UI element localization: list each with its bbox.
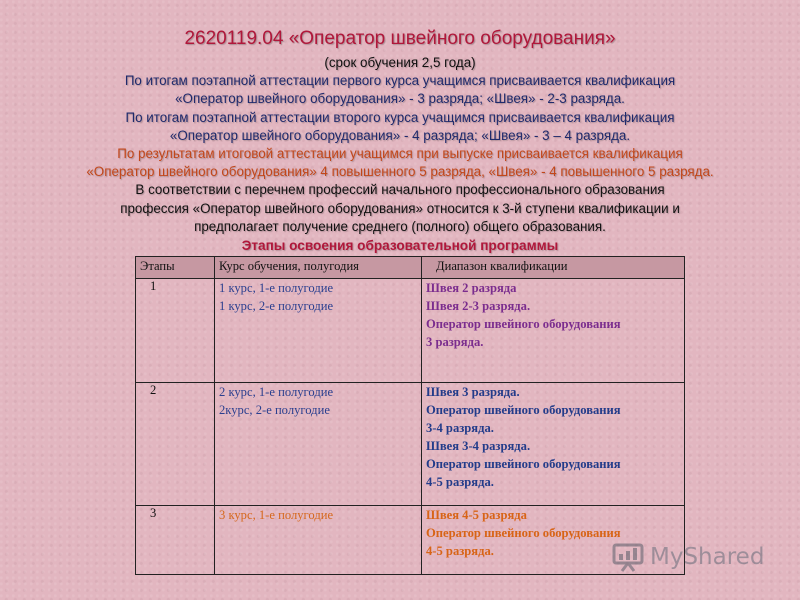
- qualification-item: Оператор швейного оборудования: [426, 526, 621, 540]
- course-cell: [215, 506, 422, 575]
- course-item: 1 курс, 2-е полугодие: [219, 299, 334, 313]
- qualification-cell: [422, 383, 685, 506]
- profession-level-line: профессия «Оператор швейного оборудования» относится к 3-й ступени квалификации и: [120, 200, 680, 216]
- second-year-line: По итогам поэтапной аттестации второго курса учащимся присваивается квалификация: [125, 109, 675, 125]
- qualification-item: Оператор швейного оборудования: [426, 403, 621, 417]
- qualification-item: Швея 4-5 разряда: [426, 508, 527, 522]
- watermark: [612, 540, 792, 576]
- qualification-cell: [422, 279, 685, 383]
- header-qualification-range: Диапазон квалификации: [422, 257, 685, 279]
- header-course: Курс обучения, полугодия: [215, 257, 422, 279]
- qualification-item: 4-5 разряда.: [426, 544, 494, 558]
- qualification-item: Оператор швейного оборудования: [426, 457, 621, 471]
- table-heading: Этапы освоения образовательной программы: [241, 238, 559, 253]
- first-year-qualification-line: «Оператор швейного оборудования» - 3 разряда; «Швея» - 2-3 разряда.: [175, 91, 625, 107]
- qualification-item: Швея 2 разряда: [426, 281, 517, 295]
- table-row: [136, 279, 685, 383]
- table-row: [136, 506, 685, 575]
- education-line: предполагает получение среднего (полного) общего образования.: [194, 218, 606, 234]
- course-item: 2 курс, 1-е полугодие: [219, 385, 334, 399]
- course-cell: [215, 383, 422, 506]
- course-cell: [215, 279, 422, 383]
- duration-line: (срок обучения 2,5 года): [324, 55, 476, 70]
- course-item: 1 курс, 1-е полугодие: [219, 281, 334, 295]
- first-year-line: По итогам поэтапной аттестации первого курса учащимся присваивается квалификация: [124, 73, 676, 89]
- table-header-row: [136, 257, 685, 279]
- description-paragraph: [0, 54, 800, 236]
- qualification-item: 3-4 разряда.: [426, 421, 494, 435]
- stage-number: 1: [136, 279, 215, 383]
- course-item: 3 курс, 1-е полугодие: [219, 508, 334, 522]
- profession-list-line: В соответствии с перечнем профессий начального профессионального образования: [135, 182, 665, 198]
- qualification-item: Швея 3 разряда.: [426, 385, 520, 399]
- final-attestation-line: По результатам итоговой аттестации учащимся при выпуске присваивается квалификация: [117, 146, 683, 162]
- presentation-board-icon: [612, 542, 644, 572]
- second-year-qualification-line: «Оператор швейного оборудования» - 4 разряда; «Швея» - 3 – 4 разряда.: [169, 127, 631, 143]
- qualification-item: Оператор швейного оборудования: [426, 317, 621, 331]
- stage-number: 3: [136, 506, 215, 575]
- final-qualification-line: «Оператор швейного оборудования» 4 повышенного 5 разряда, «Швея» - 4 повышенного 5 разряда.: [86, 164, 714, 180]
- qualification-item: Швея 3-4 разряда.: [426, 439, 531, 453]
- qualification-item: Швея 2-3 разряда.: [426, 299, 531, 313]
- header-stages: Этапы: [136, 257, 215, 279]
- course-item: 2курс, 2-е полугодие: [219, 403, 330, 417]
- watermark-text: MyShared: [650, 544, 765, 570]
- qualification-item: 3 разряда.: [426, 335, 484, 349]
- slide-title: 2620119.04 «Оператор швейного оборудования»: [184, 28, 616, 49]
- stages-table: [135, 256, 685, 575]
- table-row: [136, 383, 685, 506]
- stage-number: 2: [136, 383, 215, 506]
- qualification-item: 4-5 разряда.: [426, 475, 494, 489]
